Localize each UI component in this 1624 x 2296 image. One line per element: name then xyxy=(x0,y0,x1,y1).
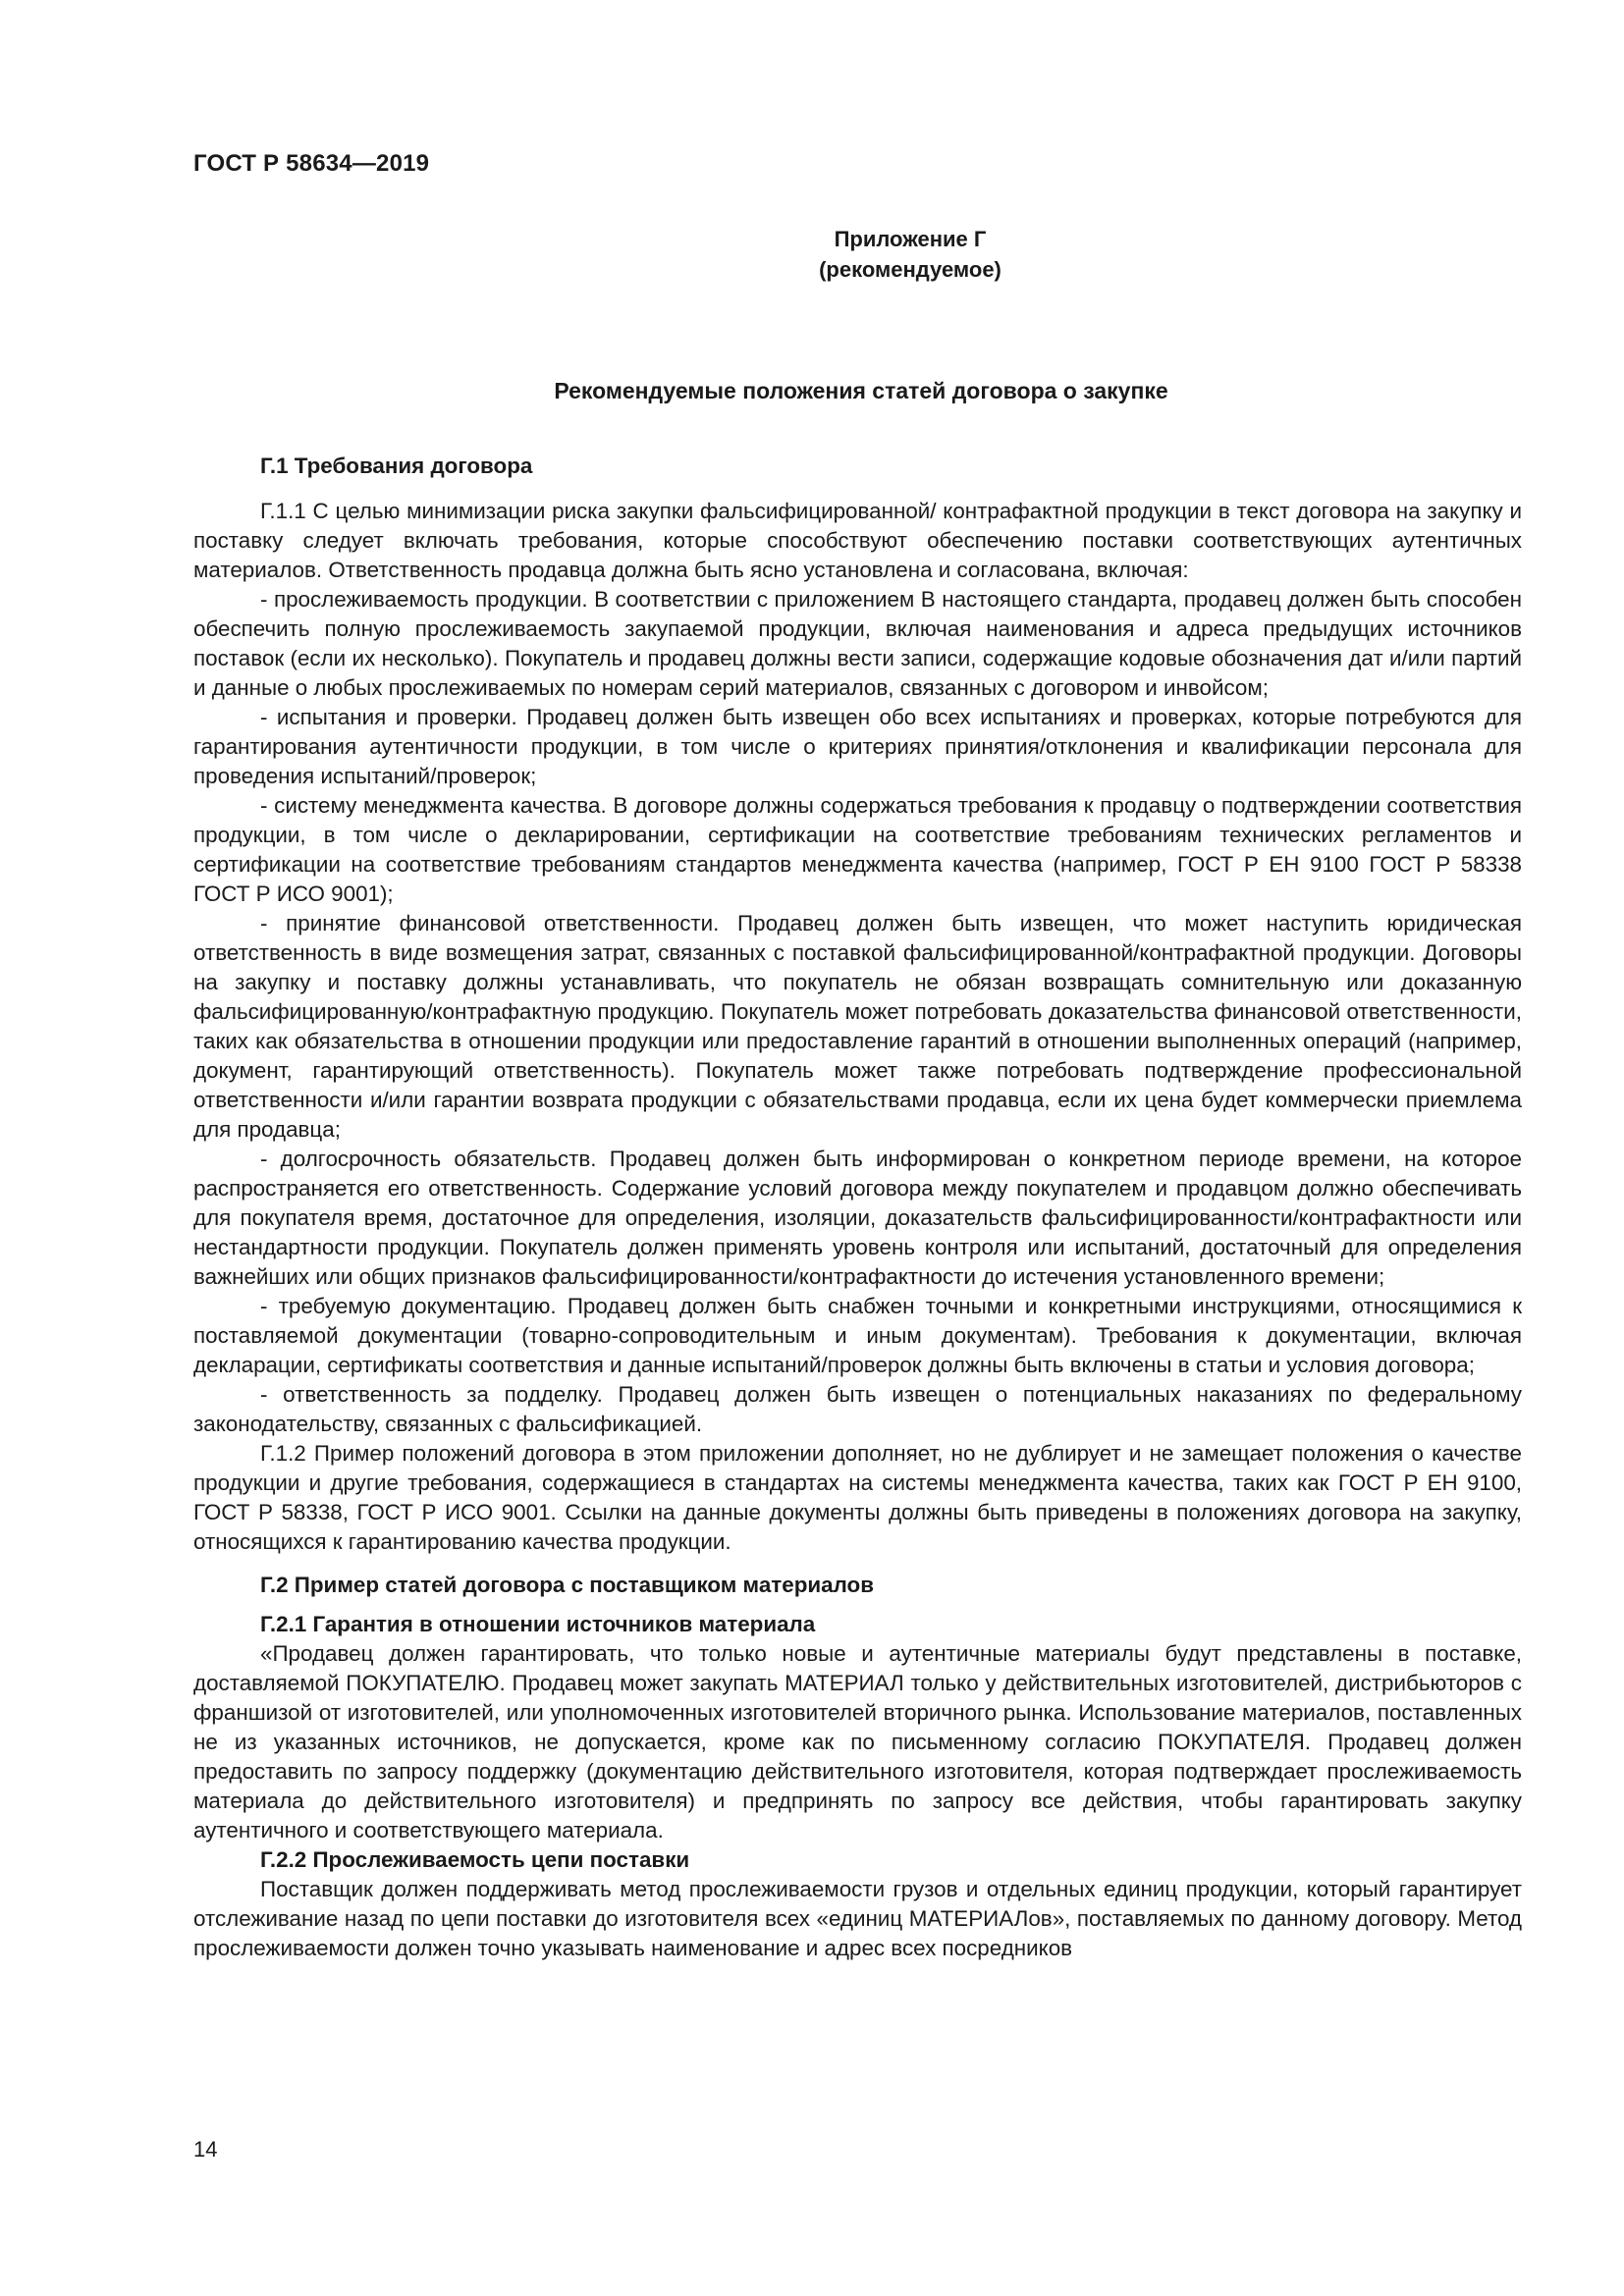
appendix-status: (рекомендуемое) xyxy=(819,257,1001,282)
paragraph-g1-2: Г.1.2 Пример положений договора в этом приложении дополняет, но не дублирует и не замещает положения о качестве продукции и другие требования, содержащиеся в стандартах на системы менеджмента качества, таких как ГОСТ Р ЕН 9100, ГОСТ Р 58338, ГОСТ Р ИСО 9001. Ссылки на данные документы должны быть приведены в положениях договора на закупку, относящихся к гарантированию качества продукции. xyxy=(193,1441,1522,1554)
list-item-financial-responsibility: - принятие финансовой ответственности. Продавец должен быть извещен, что может наступить юридическая ответственность в виде возмещения затрат, связанных с поставкой фальсифицированной/контрафактной продукции. Договоры на закупку и поставку должны устанавливать, что покупатель не обязан возвращать сомнительную или доказанную фальсифицированную/контрафактную продукцию. Покупатель может потребовать доказательства финансовой ответственности, таких как обязательства в отношении продукции или предоставление гарантий в отношении выполненных операций (например, документ, гарантирующий ответственность). Покупатель может также потребовать подтверждение профессиональной ответственности и/или гарантии возврата продукции с обязательствами продавца, если их цена будет коммерчески приемлема для продавца; xyxy=(193,911,1522,1142)
appendix-label: Приложение Г xyxy=(834,227,987,251)
document-code: ГОСТ Р 58634—2019 xyxy=(193,150,430,177)
section-heading-g1: Г.1 Требования договора xyxy=(260,454,533,478)
paragraph-g2-2: Поставщик должен поддерживать метод прослеживаемости грузов и отдельных единиц продукции, который гарантирует отслеживание назад по цепи поставки до изготовителя всех «единиц МАТЕРИАЛов», поставляемых по данному договору. Метод прослеживаемости должен точно указывать наименование и адрес всех посредников xyxy=(193,1877,1522,1960)
document-body xyxy=(193,452,1522,1963)
appendix-heading xyxy=(0,224,1624,285)
list-item-quality-system: - систему менеджмента качества. В договоре должны содержаться требования к продавцу о подтверждении соответствия продукции, в том числе о декларировании, сертификации на соответствие требованиям технических регламентов и сертификации на соответствие требованиям стандартов менеджмента качества (например, ГОСТ Р ЕН 9100 ГОСТ Р 58338 ГОСТ Р ИСО 9001); xyxy=(193,793,1522,906)
list-item-long-term-obligations: - долгосрочность обязательств. Продавец должен быть информирован о конкретном периоде времени, на которое распространяется его ответственность. Содержание условий договора между покупателем и продавцом должно обеспечивать для покупателя время, достаточное для определения, изоляции, доказательств фальсифицированности/контрафактности или нестандартности продукции. Покупатель должен применять уровень контроля или испытаний, достаточный для определения важнейших или общих признаков фальсифицированности/контрафактности до истечения установленного времени; xyxy=(193,1147,1522,1289)
section-heading-g2: Г.2 Пример статей договора с поставщиком материалов xyxy=(260,1573,874,1597)
list-item-testing: - испытания и проверки. Продавец должен быть извещен обо всех испытаниях и проверках, которые потребуются для гарантирования аутентичности продукции, в том числе о критериях принятия/отклонения и квалификации персонала для проведения испытаний/проверок; xyxy=(193,705,1522,788)
subsection-heading-g2-2: Г.2.2 Прослеживаемость цепи поставки xyxy=(260,1847,690,1872)
paragraph-g1-1: Г.1.1 С целью минимизации риска закупки фальсифицированной/ контрафактной продукции в текст договора на закупку и поставку следует включать требования, которые способствуют обеспечению поставки соответствующих аутентичных материалов. Ответственность продавца должна быть ясно установлена и согласована, включая: xyxy=(193,499,1522,582)
list-item-documentation: - требуемую документацию. Продавец должен быть снабжен точными и конкретными инструкциями, относящимися к поставляемой документации (товарно-сопроводительным и иным документам). Требования к документации, включая декларации, сертификаты соответствия и данные испытаний/проверок должны быть включены в статьи и условия договора; xyxy=(193,1294,1522,1377)
list-item-traceability: - прослеживаемость продукции. В соответствии с приложением В настоящего стандарта, продавец должен быть способен обеспечить полную прослеживаемость закупаемой продукции, включая наименования и адреса предыдущих источников поставок (если их несколько). Покупатель и продавец должны вести записи, содержащие кодовые обозначения дат и/или партий и данные о любых прослеживаемых по номерам серий материалов, связанных с договором и инвойсом; xyxy=(193,587,1522,700)
page-number: 14 xyxy=(193,2137,218,2162)
list-item-counterfeit-liability: - ответственность за подделку. Продавец должен быть извещен о потенциальных наказаниях по федеральному законодательству, связанных с фальсификацией. xyxy=(193,1382,1522,1436)
paragraph-g2-1: «Продавец должен гарантировать, что только новые и аутентичные материалы будут представлены в поставке, доставляемой ПОКУПАТЕЛЮ. Продавец может закупать МАТЕРИАЛ только у действительных изготовителей, дистрибьюторов с франшизой от изготовителей, или уполномоченных изготовителей вторичного рынка. Использование материалов, поставленных не из указанных источников, не допускается, кроме как по письменному согласию ПОКУПАТЕЛЯ. Продавец должен предоставить по запросу поддержку (документацию действительного изготовителя, которая подтверждает прослеживаемость материала до действительного изготовителя) и предпринять по запросу все действия, чтобы гарантировать закупку аутентичного и соответствующего материала. xyxy=(193,1641,1522,1842)
appendix-title: Рекомендуемые положения статей договора о закупке xyxy=(554,378,1168,403)
subsection-heading-g2-1: Г.2.1 Гарантия в отношении источников материала xyxy=(260,1612,816,1636)
